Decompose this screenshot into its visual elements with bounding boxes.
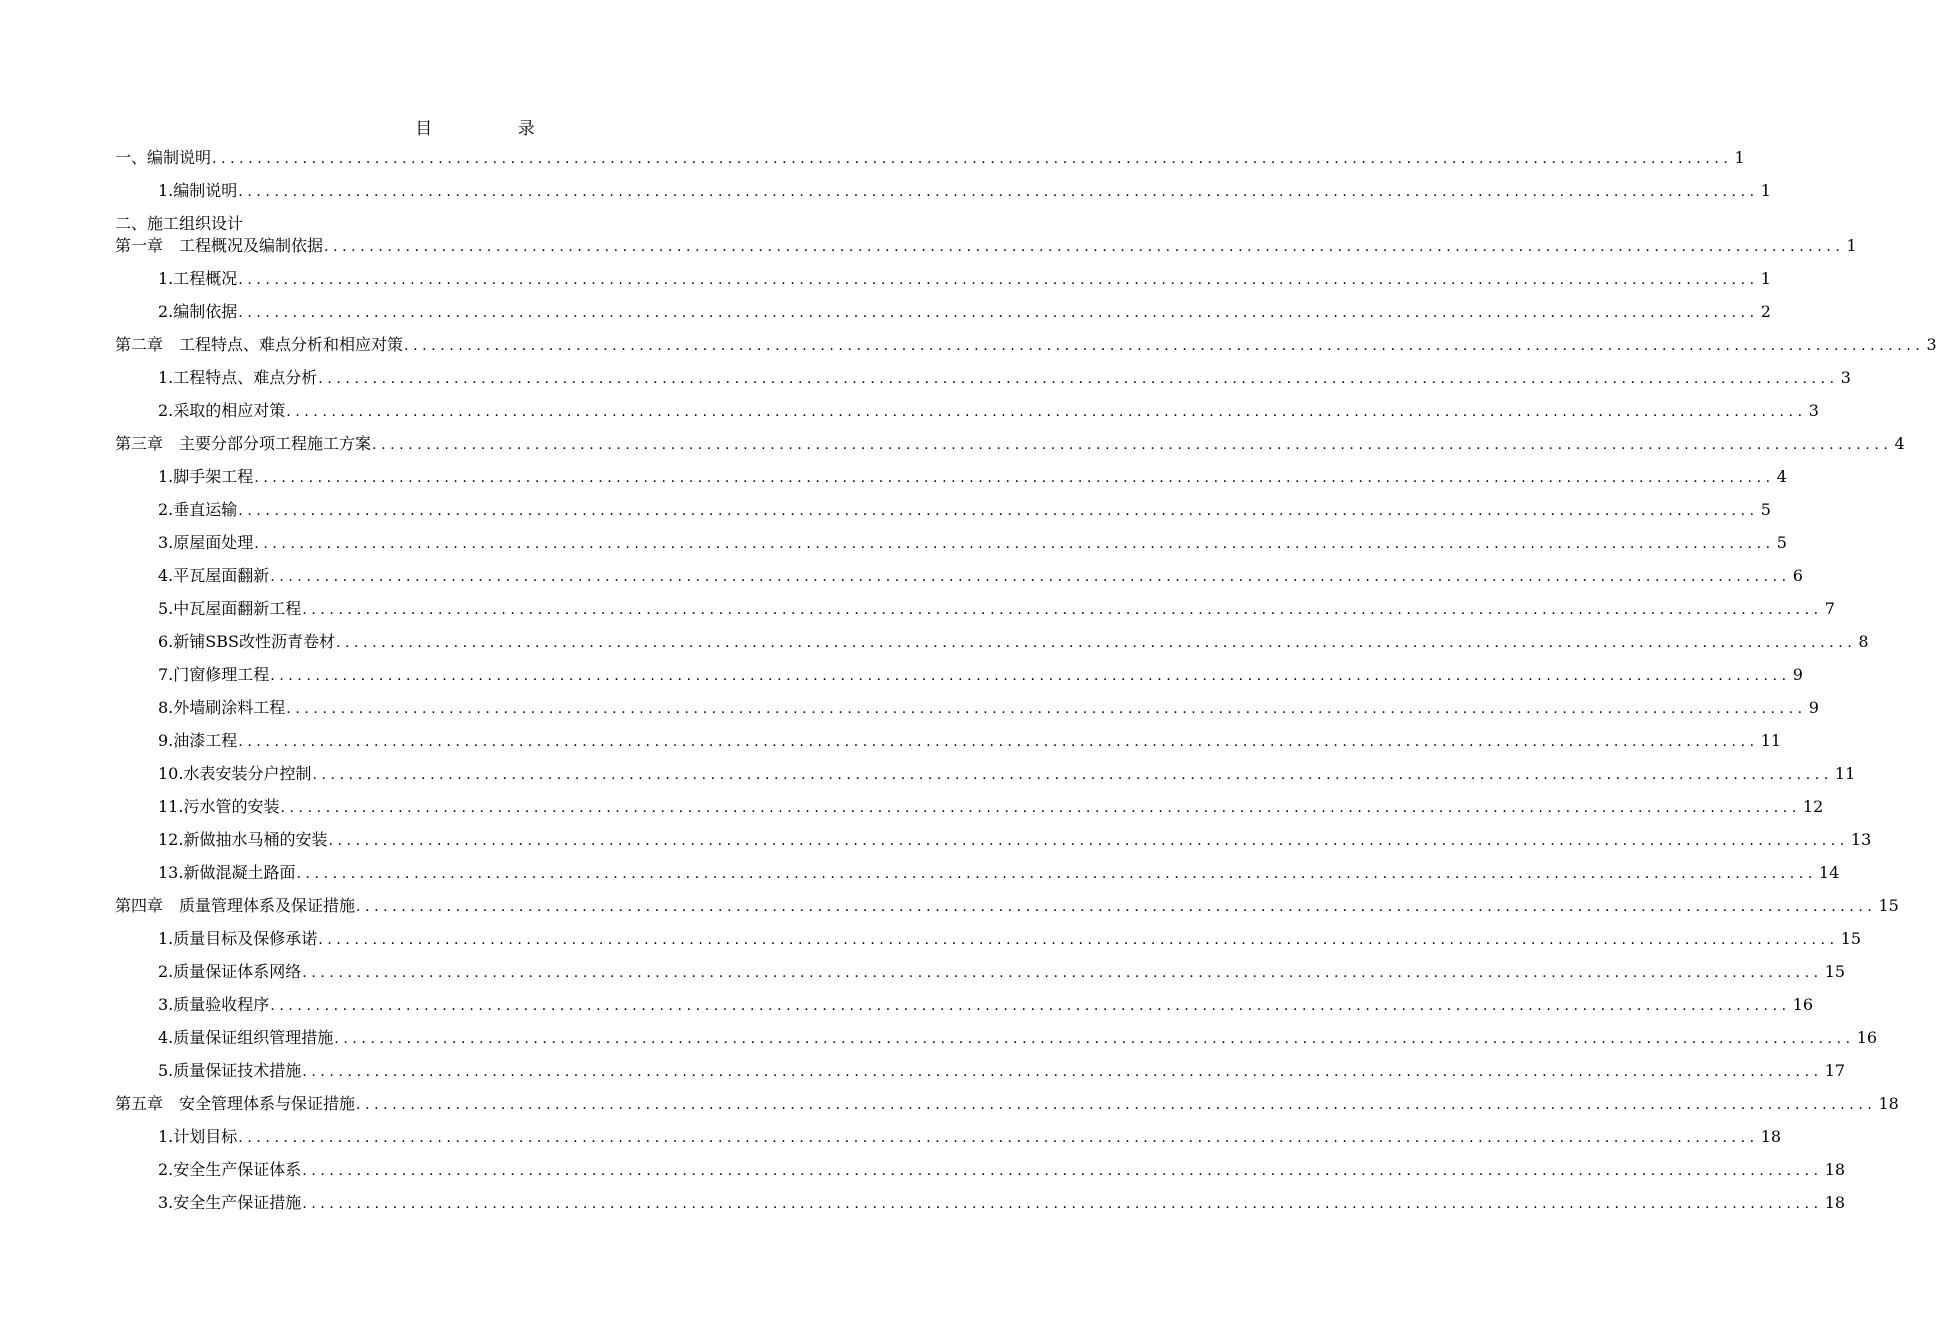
toc-entry-label: 1.脚手架工程	[158, 467, 254, 486]
toc-entry-label: 11.污水管的安装	[158, 797, 280, 816]
toc-entry-label: 2.质量保证体系网络	[158, 962, 302, 981]
toc-entry-page-number: 4	[1894, 434, 1905, 453]
toc-entry-page-number: 1	[1760, 269, 1771, 288]
toc-entry-label: 2.编制依据	[158, 302, 238, 321]
toc-entry[interactable]	[158, 758, 1856, 790]
toc-leader-dots: ........................................................................................................................................................................	[270, 668, 1791, 684]
toc-entry-page-number: 1	[1734, 148, 1745, 167]
toc-entry-label: 1.工程特点、难点分析	[158, 368, 318, 387]
toc-entry[interactable]	[158, 923, 1862, 955]
toc-entry-page-number: 17	[1824, 1061, 1846, 1080]
toc-entry-page-number: 9	[1808, 698, 1819, 717]
toc-entry-label: 5.质量保证技术措施	[158, 1061, 302, 1080]
toc-entry-page-number: 15	[1878, 896, 1899, 915]
toc-entry[interactable]	[158, 362, 1851, 394]
toc-leader-dots: ........................................................................................................................................................................	[286, 404, 1807, 420]
toc-entry[interactable]	[158, 692, 1819, 724]
toc-entry-label: 第二章 工程特点、难点分析和相应对策	[115, 335, 404, 354]
toc-entry-label: 第四章 质量管理体系及保证措施	[115, 896, 356, 915]
toc-entry-page-number: 16	[1792, 995, 1814, 1014]
toc-entry[interactable]	[158, 1022, 1878, 1054]
toc-leader-dots: ........................................................................................................................................................................	[238, 734, 1759, 750]
toc-entry-page-number: 4	[1776, 467, 1787, 486]
toc-entry-label: 二、施工组织设计	[115, 214, 244, 233]
toc-entry[interactable]	[158, 659, 1803, 691]
toc-leader-dots: ........................................................................................................................................................................	[238, 305, 1759, 321]
toc-entry[interactable]	[115, 230, 1857, 262]
toc-entry-label: 2.垂直运输	[158, 500, 238, 519]
toc-entry-page-number: 18	[1824, 1160, 1846, 1179]
toc-leader-dots: ........................................................................................................................................................................	[286, 701, 1807, 717]
toc-entry[interactable]	[158, 626, 1869, 658]
toc-leader-dots: ........................................................................................................................................................................	[404, 338, 1925, 354]
toc-leader-dots: ........................................................................................................................................................................	[356, 1097, 1877, 1113]
toc-entry-page-number: 3	[1808, 401, 1819, 420]
toc-entry[interactable]	[158, 824, 1872, 856]
toc-entry-page-number: 8	[1858, 632, 1869, 651]
toc-leader-dots: ........................................................................................................................................................................	[238, 1130, 1759, 1146]
toc-entry[interactable]	[158, 791, 1824, 823]
toc-entry-page-number: 7	[1824, 599, 1835, 618]
toc-entry-label: 9.油漆工程	[158, 731, 238, 750]
toc-entry[interactable]	[158, 395, 1819, 427]
toc-entry[interactable]	[115, 428, 1905, 460]
toc-leader-dots: ........................................................................................................................................................................	[302, 965, 1823, 981]
toc-entry-label: 3.质量验收程序	[158, 995, 270, 1014]
toc-leader-dots: ........................................................................................................................................................................	[302, 1064, 1823, 1080]
toc-leader-dots: ........................................................................................................................................................................	[302, 602, 1823, 618]
toc-entry-page-number: 6	[1792, 566, 1803, 585]
toc-entry-page-number: 5	[1776, 533, 1787, 552]
toc-leader-dots: ........................................................................................................................................................................	[302, 1196, 1823, 1212]
toc-leader-dots: ........................................................................................................................................................................	[335, 635, 1857, 651]
toc-entry[interactable]	[158, 593, 1835, 625]
toc-leader-dots: ........................................................................................................................................................................	[270, 569, 1791, 585]
toc-entry-label: 4.质量保证组织管理措施	[158, 1028, 334, 1047]
toc-entry[interactable]	[158, 1154, 1846, 1186]
toc-leader-dots: ........................................................................................................................................................................	[328, 833, 1849, 849]
toc-entry-page-number: 15	[1824, 962, 1846, 981]
toc-entry[interactable]	[158, 560, 1803, 592]
toc-entry-page-number: 9	[1792, 665, 1803, 684]
toc-leader-dots: ........................................................................................................................................................................	[334, 1031, 1855, 1047]
toc-entry-label: 5.中瓦屋面翻新工程	[158, 599, 302, 618]
toc-entry[interactable]	[158, 175, 1771, 207]
toc-entry[interactable]	[158, 989, 1814, 1021]
toc-leader-dots: ........................................................................................................................................................................	[372, 437, 1893, 453]
toc-entry-label: 8.外墙刷涂料工程	[158, 698, 286, 717]
toc-leader-dots: ........................................................................................................................................................................	[254, 536, 1775, 552]
toc-entry-page-number: 18	[1878, 1094, 1899, 1113]
toc-entry-page-number: 11	[1834, 764, 1856, 783]
toc-entry-label: 3.原屋面处理	[158, 533, 254, 552]
toc-leader-dots: ........................................................................................................................................................................	[296, 866, 1817, 882]
toc-leader-dots: ........................................................................................................................................................................	[324, 239, 1845, 255]
toc-entry[interactable]	[158, 725, 1782, 757]
toc-entry-label: 6.新铺SBS改性沥青卷材	[158, 632, 335, 651]
toc-title: 目 录	[415, 119, 575, 139]
toc-entry[interactable]	[158, 1187, 1846, 1219]
toc-entry[interactable]	[115, 329, 1937, 361]
toc-entry-label: 13.新做混凝土路面	[158, 863, 296, 882]
toc-entry-page-number: 13	[1850, 830, 1872, 849]
toc-entry-label: 4.平瓦屋面翻新	[158, 566, 270, 585]
toc-entry-page-number: 1	[1846, 236, 1857, 255]
toc-entry-label: 3.安全生产保证措施	[158, 1193, 302, 1212]
toc-leader-dots: ........................................................................................................................................................................	[280, 800, 1801, 816]
toc-entry-page-number: 18	[1760, 1127, 1782, 1146]
toc-leader-dots: ........................................................................................................................................................................	[302, 1163, 1823, 1179]
toc-entry[interactable]	[158, 1055, 1846, 1087]
toc-leader-dots: ........................................................................................................................................................................	[238, 184, 1759, 200]
toc-entry-page-number: 5	[1760, 500, 1771, 519]
toc-entry-page-number: 18	[1824, 1193, 1846, 1212]
toc-entry-label: 一、编制说明	[115, 148, 212, 167]
toc-entry[interactable]	[115, 1088, 1899, 1120]
toc-entry-label: 2.采取的相应对策	[158, 401, 286, 420]
toc-leader-dots: ........................................................................................................................................................................	[212, 151, 1733, 167]
toc-entry[interactable]	[115, 142, 1745, 174]
toc-leader-dots: ........................................................................................................................................................................	[356, 899, 1877, 915]
toc-entry-page-number: 11	[1760, 731, 1782, 750]
toc-entry[interactable]	[158, 527, 1787, 559]
toc-entry-label: 第三章 主要分部分项工程施工方案	[115, 434, 372, 453]
toc-entry-label: 1.计划目标	[158, 1127, 238, 1146]
toc-leader-dots: ........................................................................................................................................................................	[254, 470, 1775, 486]
toc-entry-page-number: 12	[1802, 797, 1824, 816]
toc-entry-label: 第一章 工程概况及编制依据	[115, 236, 324, 255]
toc-entry[interactable]	[158, 1121, 1782, 1153]
toc-entry-label: 7.门窗修理工程	[158, 665, 270, 684]
toc-leader-dots: ........................................................................................................................................................................	[318, 932, 1839, 948]
toc-entry-label: 第五章 安全管理体系与保证措施	[115, 1094, 356, 1113]
toc-entry[interactable]	[158, 494, 1771, 526]
toc-leader-dots: ........................................................................................................................................................................	[238, 272, 1759, 288]
toc-entry-page-number: 1	[1760, 181, 1771, 200]
toc-entry-page-number: 16	[1856, 1028, 1878, 1047]
toc-entry-label: 1.质量目标及保修承诺	[158, 929, 318, 948]
toc-entry[interactable]	[115, 890, 1899, 922]
toc-entry-page-number: 3	[1926, 335, 1937, 354]
toc-entry-page-number: 15	[1840, 929, 1862, 948]
toc-leader-dots: ........................................................................................................................................................................	[312, 767, 1833, 783]
toc-entry-page-number: 3	[1840, 368, 1851, 387]
toc-entry[interactable]	[158, 956, 1846, 988]
toc-entry-label: 12.新做抽水马桶的安装	[158, 830, 328, 849]
toc-leader-dots: ........................................................................................................................................................................	[318, 371, 1839, 387]
toc-entry[interactable]	[158, 296, 1771, 328]
toc-entry-label: 1.工程概况	[158, 269, 238, 288]
toc-leader-dots: ........................................................................................................................................................................	[238, 503, 1759, 519]
toc-entry[interactable]	[158, 857, 1840, 889]
toc-leader-dots: ........................................................................................................................................................................	[270, 998, 1791, 1014]
toc-entry-label: 1.编制说明	[158, 181, 238, 200]
toc-entry[interactable]	[158, 461, 1787, 493]
toc-entry-page-number: 14	[1818, 863, 1840, 882]
toc-entry-label: 2.安全生产保证体系	[158, 1160, 302, 1179]
toc-entry-page-number: 2	[1760, 302, 1771, 321]
toc-entry-label: 10.水表安装分户控制	[158, 764, 312, 783]
toc-entry[interactable]	[158, 263, 1771, 295]
